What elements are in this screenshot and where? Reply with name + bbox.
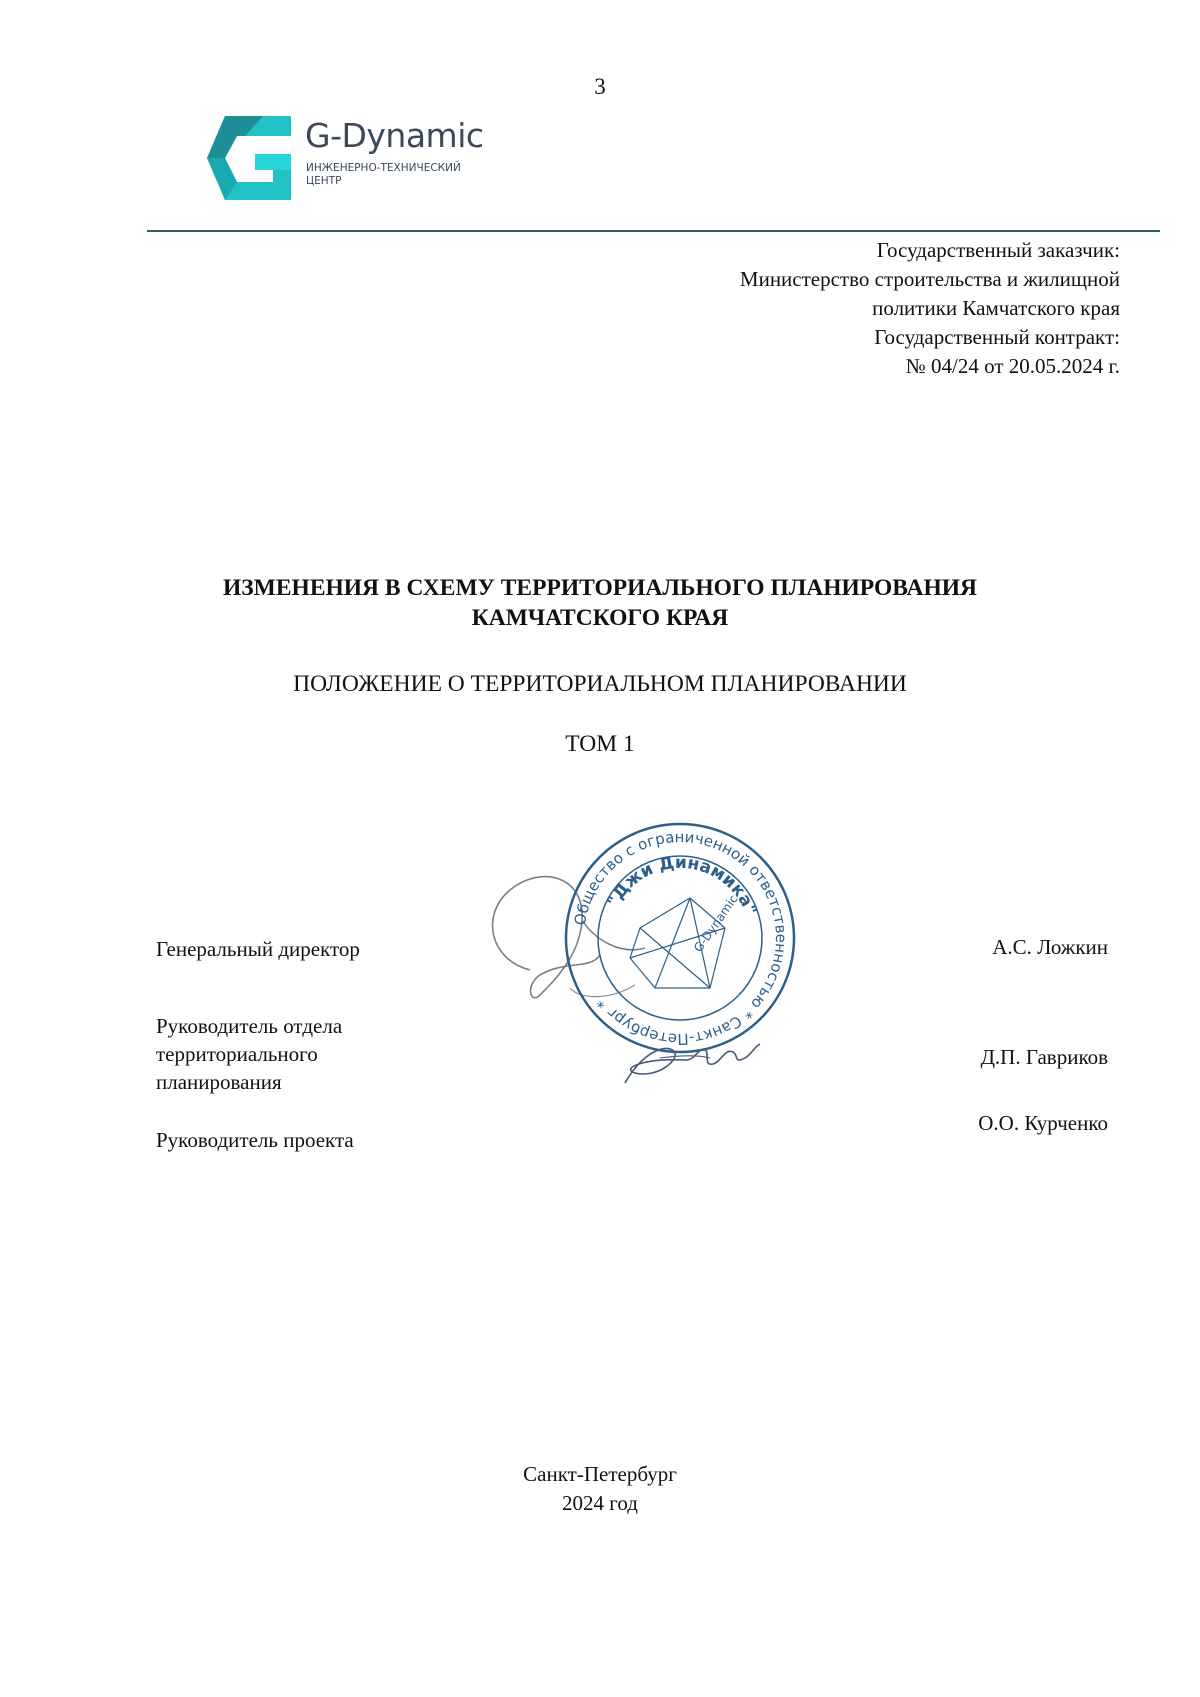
footer-city: Санкт-Петербург: [523, 1462, 677, 1486]
signatory-role: [156, 1012, 342, 1096]
document-subtitle: ПОЛОЖЕНИЕ О ТЕРРИТОРИАЛЬНОМ ПЛАНИРОВАНИИ: [293, 671, 907, 697]
footer: [0, 1460, 1200, 1518]
signatory-role: Генеральный директор: [156, 937, 360, 961]
header-divider: [147, 230, 1160, 232]
company-seal: [560, 818, 800, 1058]
seal-emblem-icon: [630, 898, 725, 988]
customer-line: Государственный заказчик:: [876, 238, 1120, 262]
page-number: 3: [594, 74, 606, 99]
g-dynamic-logo-icon: [203, 110, 295, 210]
volume-label: ТОМ 1: [565, 731, 635, 757]
signatory-name: О.О. Курченко: [978, 1111, 1108, 1135]
seal-inner-text: G-Dynamic: [690, 892, 741, 955]
document-title: [0, 573, 1200, 633]
title-line2: КАМЧАТСКОГО КРАЯ: [471, 605, 729, 631]
customer-line: политики Камчатского края: [872, 296, 1120, 320]
signatory-role: Руководитель проекта: [156, 1128, 354, 1152]
footer-year: 2024 год: [562, 1491, 638, 1515]
logo-subtitle-line1: ИНЖЕНЕРНО-ТЕХНИЧЕСКИЙ: [306, 162, 461, 174]
signatory-role-line: планирования: [156, 1070, 282, 1094]
logo-subtitle: [306, 162, 461, 188]
signatory-name: А.С. Ложкин: [992, 935, 1108, 959]
signatory-role-line: территориального: [156, 1042, 318, 1066]
customer-line: № 04/24 от 20.05.2024 г.: [905, 354, 1120, 378]
company-logo: [203, 110, 493, 220]
title-line1: ИЗМЕНЕНИЯ В СХЕМУ ТЕРРИТОРИАЛЬНОГО ПЛАНИРОВАНИЯ: [223, 575, 977, 601]
signatory-name: Д.П. Гавриков: [980, 1045, 1108, 1069]
seal-center-text: "Джи Динамика": [603, 852, 761, 919]
seal-ring-text: Общество с ограниченной ответственностью * Санкт-Петербург *: [570, 827, 791, 1049]
customer-line: Государственный контракт:: [874, 325, 1120, 349]
signatory-role-line: Руководитель отдела: [156, 1014, 343, 1038]
logo-name: G-Dynamic: [305, 116, 484, 155]
logo-subtitle-line2: ЦЕНТР: [306, 175, 342, 187]
department-head-signature: [615, 1028, 765, 1093]
customer-block: [740, 236, 1120, 381]
customer-line: Министерство строительства и жилищной: [739, 267, 1120, 291]
